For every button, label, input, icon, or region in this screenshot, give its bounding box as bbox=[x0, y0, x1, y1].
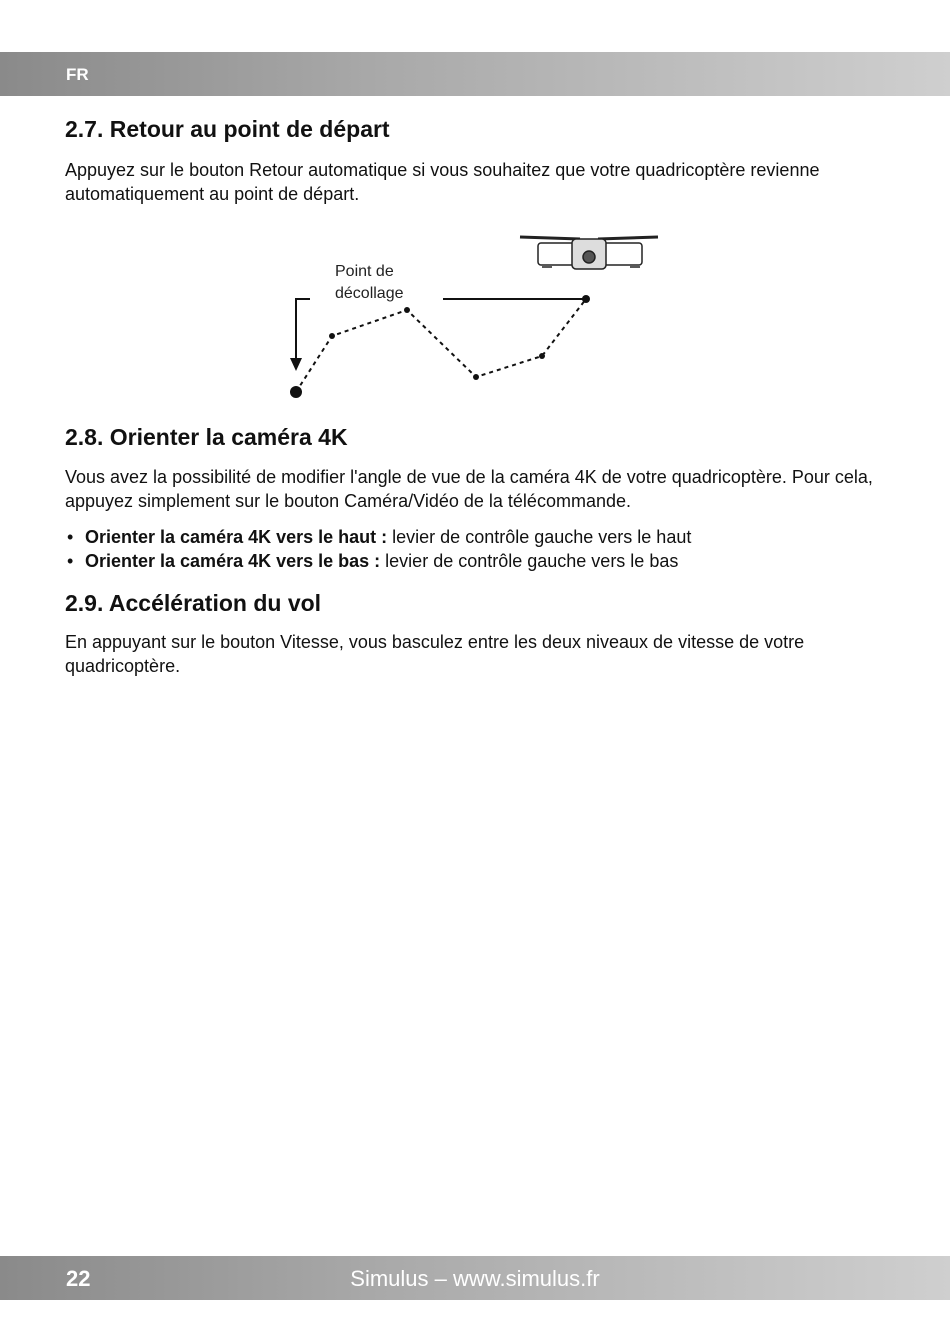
camera-bullet-list bbox=[65, 525, 691, 573]
section-28-text: Vous avez la possibilité de modifier l'angle de vue de la caméra 4K de votre quadricoptère. Pour cela, appuyez simplement sur le bouton Caméra/Vidéo de la télécommande. bbox=[65, 467, 873, 511]
section-27-title: 2.7. Retour au point de départ bbox=[65, 116, 390, 142]
waypoint bbox=[582, 295, 590, 303]
bullet-dot: • bbox=[67, 527, 74, 547]
return-home-diagram bbox=[280, 225, 670, 405]
bullet-bold-text: Orienter la caméra 4K vers le bas : bbox=[85, 551, 381, 571]
footer-text: Simulus – www.simulus.fr bbox=[350, 1266, 600, 1291]
drone-icon bbox=[520, 237, 658, 269]
waypoint bbox=[473, 374, 479, 380]
flight-path bbox=[296, 299, 586, 392]
language-label: FR bbox=[66, 65, 89, 84]
section-29-text: En appuyant sur le bouton Vitesse, vous basculez entre les deux niveaux de vitesse de votre quadricoptère. bbox=[65, 632, 805, 676]
header-bar bbox=[0, 52, 950, 96]
list-item bbox=[65, 549, 691, 573]
footer-bar bbox=[0, 1256, 950, 1300]
takeoff-label-line2: décollage bbox=[335, 285, 404, 302]
bullet-text: levier de contrôle gauche vers le bas bbox=[380, 551, 679, 571]
list-item bbox=[65, 525, 691, 549]
takeoff-label-line1: Point de bbox=[335, 263, 394, 280]
waypoint bbox=[539, 353, 545, 359]
bullet-dot: • bbox=[67, 551, 74, 571]
waypoint bbox=[329, 333, 335, 339]
bullet-text: levier de contrôle gauche vers le haut bbox=[387, 527, 692, 547]
page-number: 22 bbox=[66, 1266, 91, 1291]
waypoint bbox=[404, 307, 410, 313]
section-27-text: Appuyez sur le bouton Retour automatique si vous souhaitez que votre quadricoptère revienne automatiquement au point de départ. bbox=[65, 160, 820, 204]
takeoff-point bbox=[290, 386, 302, 398]
arrow-down-icon bbox=[290, 299, 310, 371]
bullet-bold-text: Orienter la caméra 4K vers le haut : bbox=[85, 527, 388, 547]
section-28-title: 2.8. Orienter la caméra 4K bbox=[65, 424, 348, 450]
section-29-title: 2.9. Accélération du vol bbox=[65, 590, 322, 616]
